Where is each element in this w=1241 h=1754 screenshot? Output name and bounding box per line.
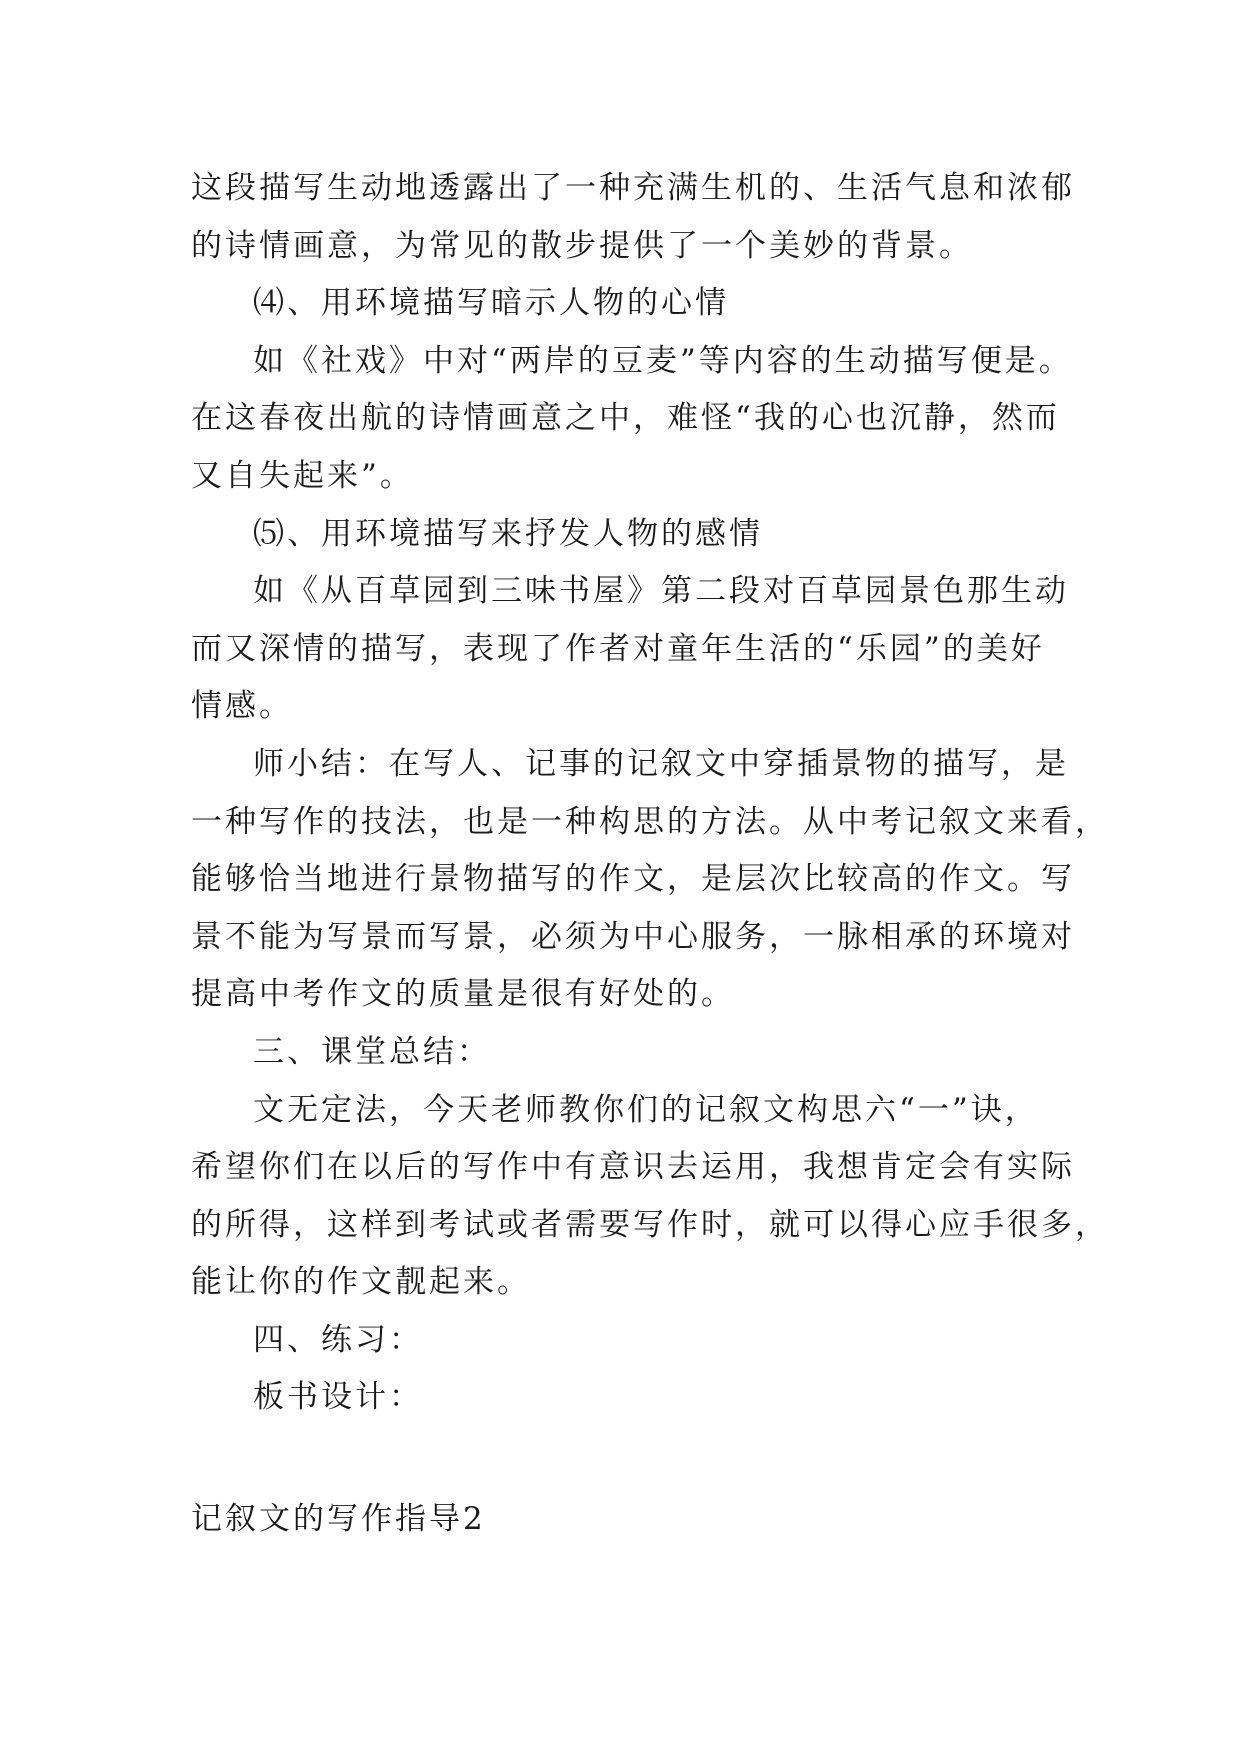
text-line: 而又深情的描写，表现了作者对童年生活的“乐园”的美好 bbox=[191, 630, 1045, 667]
spacer bbox=[191, 1427, 1061, 1491]
section-heading: ⑸、用环境描写来抒发人物的感情 bbox=[253, 515, 763, 552]
section-heading: 三、课堂总结： bbox=[253, 1033, 491, 1070]
text-line: 如《社戏》中对“两岸的豆麦”等内容的生动描写便是。 bbox=[253, 342, 1073, 379]
text-line: 情感。 bbox=[191, 688, 293, 725]
section-heading: 板书设计： bbox=[253, 1379, 423, 1416]
document-body bbox=[191, 160, 1109, 1549]
text-line: 的所得，这样到考试或者需要写作时，就可以得心应手很多， bbox=[191, 1206, 1109, 1243]
section-heading: 四、练习： bbox=[253, 1321, 423, 1358]
section-heading: ⑷、用环境描写暗示人物的心情 bbox=[253, 285, 729, 322]
text-line: 师小结：在写人、记事的记叙文中穿插景物的描写，是 bbox=[253, 745, 1069, 782]
text-line: 这段描写生动地透露出了一种充满生机的、生活气息和浓郁 bbox=[191, 170, 1075, 206]
text-line: 能够恰当地进行景物描写的作文，是层次比较高的作文。写 bbox=[191, 861, 1075, 898]
text-line: 能让你的作文靓起来。 bbox=[191, 1264, 531, 1301]
text-line: 的诗情画意，为常见的散步提供了一个美妙的背景。 bbox=[191, 227, 973, 264]
text-line: 文无定法，今天老师教你们的记叙文构思六“一”诀， bbox=[253, 1091, 1039, 1128]
text-line: 一种写作的技法，也是一种构思的方法。从中考记叙文来看， bbox=[191, 803, 1109, 840]
text-line: 如《从百草园到三味书屋》第二段对百草园景色那生动 bbox=[253, 573, 1069, 610]
text-line: 又自失起来”。 bbox=[191, 457, 414, 494]
text-line: 希望你们在以后的写作中有意识去运用，我想肯定会有实际 bbox=[191, 1149, 1075, 1186]
text-line: 景不能为写景而写景，必须为中心服务，一脉相承的环境对 bbox=[191, 918, 1075, 955]
text-line: 在这春夜出航的诗情画意之中，难怪“我的心也沉静，然而 bbox=[191, 400, 1060, 437]
next-document-title: 记叙文的写作指导2 bbox=[191, 1501, 486, 1538]
text-line: 提高中考作文的质量是很有好处的。 bbox=[191, 976, 735, 1013]
